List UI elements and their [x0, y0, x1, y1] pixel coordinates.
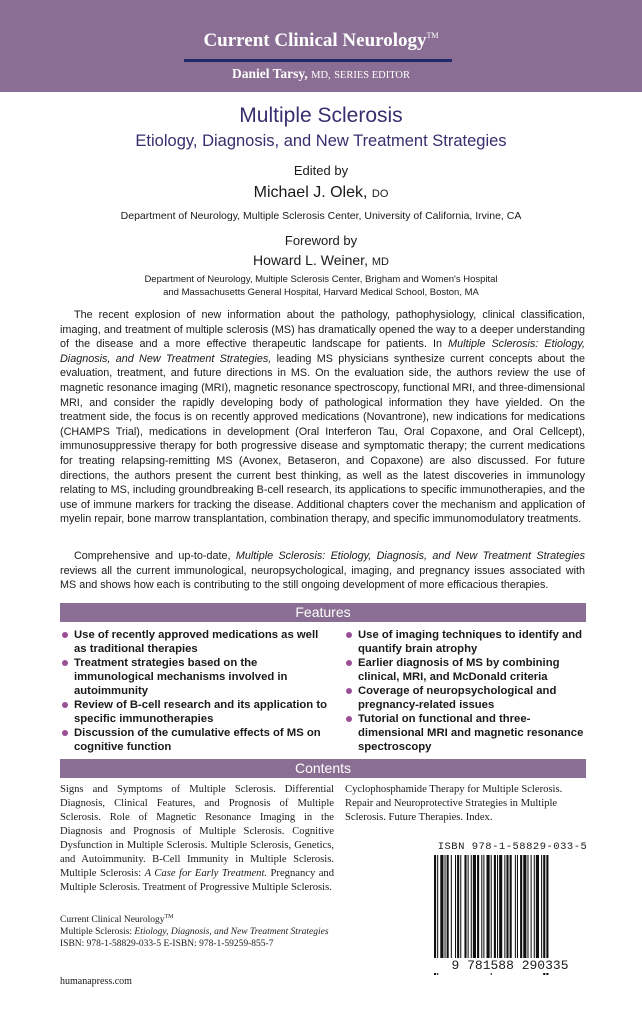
bullet-icon — [346, 688, 352, 694]
barcode-bar — [440, 855, 443, 958]
barcode-bar — [494, 855, 496, 958]
series-editor: Daniel Tarsy, MD, SERIES EDITOR — [231, 66, 410, 81]
feature-item: Tutorial on functional and three-dimensional MRI and magnetic resonance spectroscopy — [344, 712, 588, 754]
isbn-label: ISBN 978-1-58829-033-5 — [437, 841, 588, 853]
feature-item: Use of recently approved medications as well as traditional therapies — [60, 628, 328, 656]
bullet-icon — [346, 660, 352, 666]
contents-text-left: Signs and Symptoms of Multiple Sclerosis. Differential Diagnosis, Clinical Features, and Prognosis of Multiple Sclerosis. Role of Magnetic Resonance Imaging in the Diagnosis and Prognosis of Multiple Sclerosis. Cognitive Dysfunction in Multiple Sclerosis. Multiple Sclerosis, Genetics, and Autoimmunity. B-Cell Immunity in Multiple Sclerosis. Multiple Sclerosis: A Case for Early Treatment. Pregnancy and Multiple Sclerosis. Treatment of Progressive Multiple Sclerosis. — [60, 784, 334, 893]
imprint-isbn: ISBN: 978-1-58829-033-5 E-ISBN: 978-1-59259-855-7 — [60, 939, 274, 950]
feature-item: Coverage of neuropsychological and pregnancy-related issues — [344, 684, 588, 712]
publisher-website[interactable]: humanapress.com — [60, 976, 132, 987]
series-title: Current Clinical Neurology™ — [203, 30, 439, 51]
bullet-icon — [62, 660, 68, 666]
barcode-bar — [523, 855, 526, 958]
barcode-digits: 9 781588 290335 — [428, 958, 592, 973]
barcode-bar — [460, 855, 461, 958]
bullet-icon — [346, 632, 352, 638]
barcode-bar — [447, 855, 449, 958]
feature-item: Treatment strategies based on the immunological mechanisms involved in autoimmunity — [60, 656, 328, 698]
barcode-bar — [534, 855, 535, 958]
barcode-bar — [455, 855, 456, 958]
barcode-bar — [541, 855, 542, 958]
barcode-bar — [434, 855, 436, 975]
barcode-bar — [546, 855, 548, 975]
barcode-bar — [543, 855, 545, 975]
feature-item: Review of B-cell research and its application to specific immunotherapies — [60, 698, 328, 726]
description-paragraph-1: The recent explosion of new information about the pathology, pathophysiology, clinical classification, imaging, and treatment of multiple sclerosis (MS) has dramatically opened the way to a deeper understanding of the disease and a more effective therapeutic landscape for patients. In Multiple Sclerosis: Etiology, Diagnosis, and New Treatment Strategies, leading MS physicians synthesize current concepts about the evaluation, treatment, and future directions in MS. On the evaluation side, the authors review the use of magnetic resonance imaging (MRI), magnetic resonance spectroscopy, functional MRI, and three-dimensional MRI, and consider the rapidly developing body of pathological information they have yielded. On the treatment side, the focus is on recently approved medications (Novantrone), new indications for medications (CHAMPS Trial), medications in development (Oral Interferon Tau, Oral Copaxone, and Oral Cellcept), immunosuppressive therapy for both progressive disease and symptomatic therapy; the current medications for treating relapsing-remitting MS (Avonex, Betaseron, and Copaxone) are also discussed. For future directions, the authors present the current best thinking, as well as the latest discoveries in immunology relating to MS, including groundbreaking B-cell research, its applications to specific immunotherapies, and the use of immune markers for tracking the disease. Additional chapters cover the mechanism and application of myelin repair, bone marrow transplantation, combination therapy, and specific immunomodulatory treatments. — [60, 309, 585, 526]
description-paragraph-2: Comprehensive and up-to-date, Multiple Sclerosis: Etiology, Diagnosis, and New Treatment Strategies reviews all the current immunological, neuropsychological, imaging, and pregnancy issues associated with MS and shows how each is contributing to the still ongoing development of more efficacious therapies. — [60, 550, 585, 592]
barcode-bar — [487, 855, 490, 958]
barcode-bar — [499, 855, 502, 958]
foreword-affiliation: Department of Neurology, Multiple Sclerosis Center, Brigham and Women's Hospital and Massachusetts General Hospital, Harvard Medical School, Boston, MA — [144, 274, 498, 298]
feature-item: Use of imaging techniques to identify and quantify brain atrophy — [344, 628, 588, 656]
barcode-image — [430, 855, 590, 975]
imprint-book: Multiple Sclerosis: Etiology, Diagnosis, and New Treatment Strategies — [60, 927, 329, 938]
contents-text-right: Cyclophosphamide Therapy for Multiple Sclerosis. Repair and Neuroprotective Strategies in Multiple Sclerosis. Future Therapies. Index. — [345, 784, 563, 823]
book-subtitle: Etiology, Diagnosis, and New Treatment Strategies — [135, 132, 507, 150]
barcode-bar — [483, 855, 484, 958]
barcode-bar — [504, 855, 505, 958]
bullet-icon — [62, 632, 68, 638]
edited-by: Edited by — [293, 163, 349, 178]
bullet-icon — [62, 702, 68, 708]
imprint-block — [60, 911, 329, 950]
features-left-column — [60, 628, 328, 754]
bullet-icon — [62, 730, 68, 736]
barcode-bar — [510, 855, 512, 958]
feature-item: Earlier diagnosis of MS by combining clinical, MRI, and McDonald criteria — [344, 656, 588, 684]
barcode-bar — [471, 855, 472, 958]
editor-name: Michael J. Olek, DO — [253, 184, 389, 201]
barcode-bar — [517, 855, 518, 958]
feature-item: Discussion of the cumulative effects of MS on cognitive function — [60, 726, 328, 754]
features-right-column — [344, 628, 588, 754]
book-title: Multiple Sclerosis — [239, 104, 403, 127]
editor-affiliation: Department of Neurology, Multiple Sclerosis Center, University of California, Irvine, CA — [120, 210, 522, 222]
barcode-bar — [473, 855, 476, 958]
series-header-band — [0, 0, 642, 92]
barcode-bar — [536, 855, 539, 958]
barcode-bar — [491, 855, 492, 975]
barcode-bar — [468, 855, 469, 958]
contents-heading: Contents — [60, 759, 586, 778]
barcode-bar — [464, 855, 466, 958]
barcode-bar — [437, 855, 438, 975]
barcode-bar — [477, 855, 479, 958]
header-rule — [184, 59, 452, 62]
barcode-bar — [457, 855, 459, 958]
barcode-bar — [445, 855, 446, 958]
barcode-bar — [515, 855, 516, 958]
barcode-bar — [497, 855, 498, 958]
barcode-bar — [506, 855, 508, 958]
foreword-by: Foreword by — [284, 233, 358, 248]
foreword-author: Howard L. Weiner, MD — [253, 252, 389, 268]
barcode-bar — [520, 855, 522, 958]
imprint-series: Current Clinical Neurology™ — [60, 914, 174, 926]
features-heading: Features — [60, 603, 586, 622]
barcode-bar — [531, 855, 532, 958]
bullet-icon — [346, 716, 352, 722]
barcode-bar — [451, 855, 452, 958]
barcode-bar — [481, 855, 482, 958]
barcode-bar — [527, 855, 528, 958]
